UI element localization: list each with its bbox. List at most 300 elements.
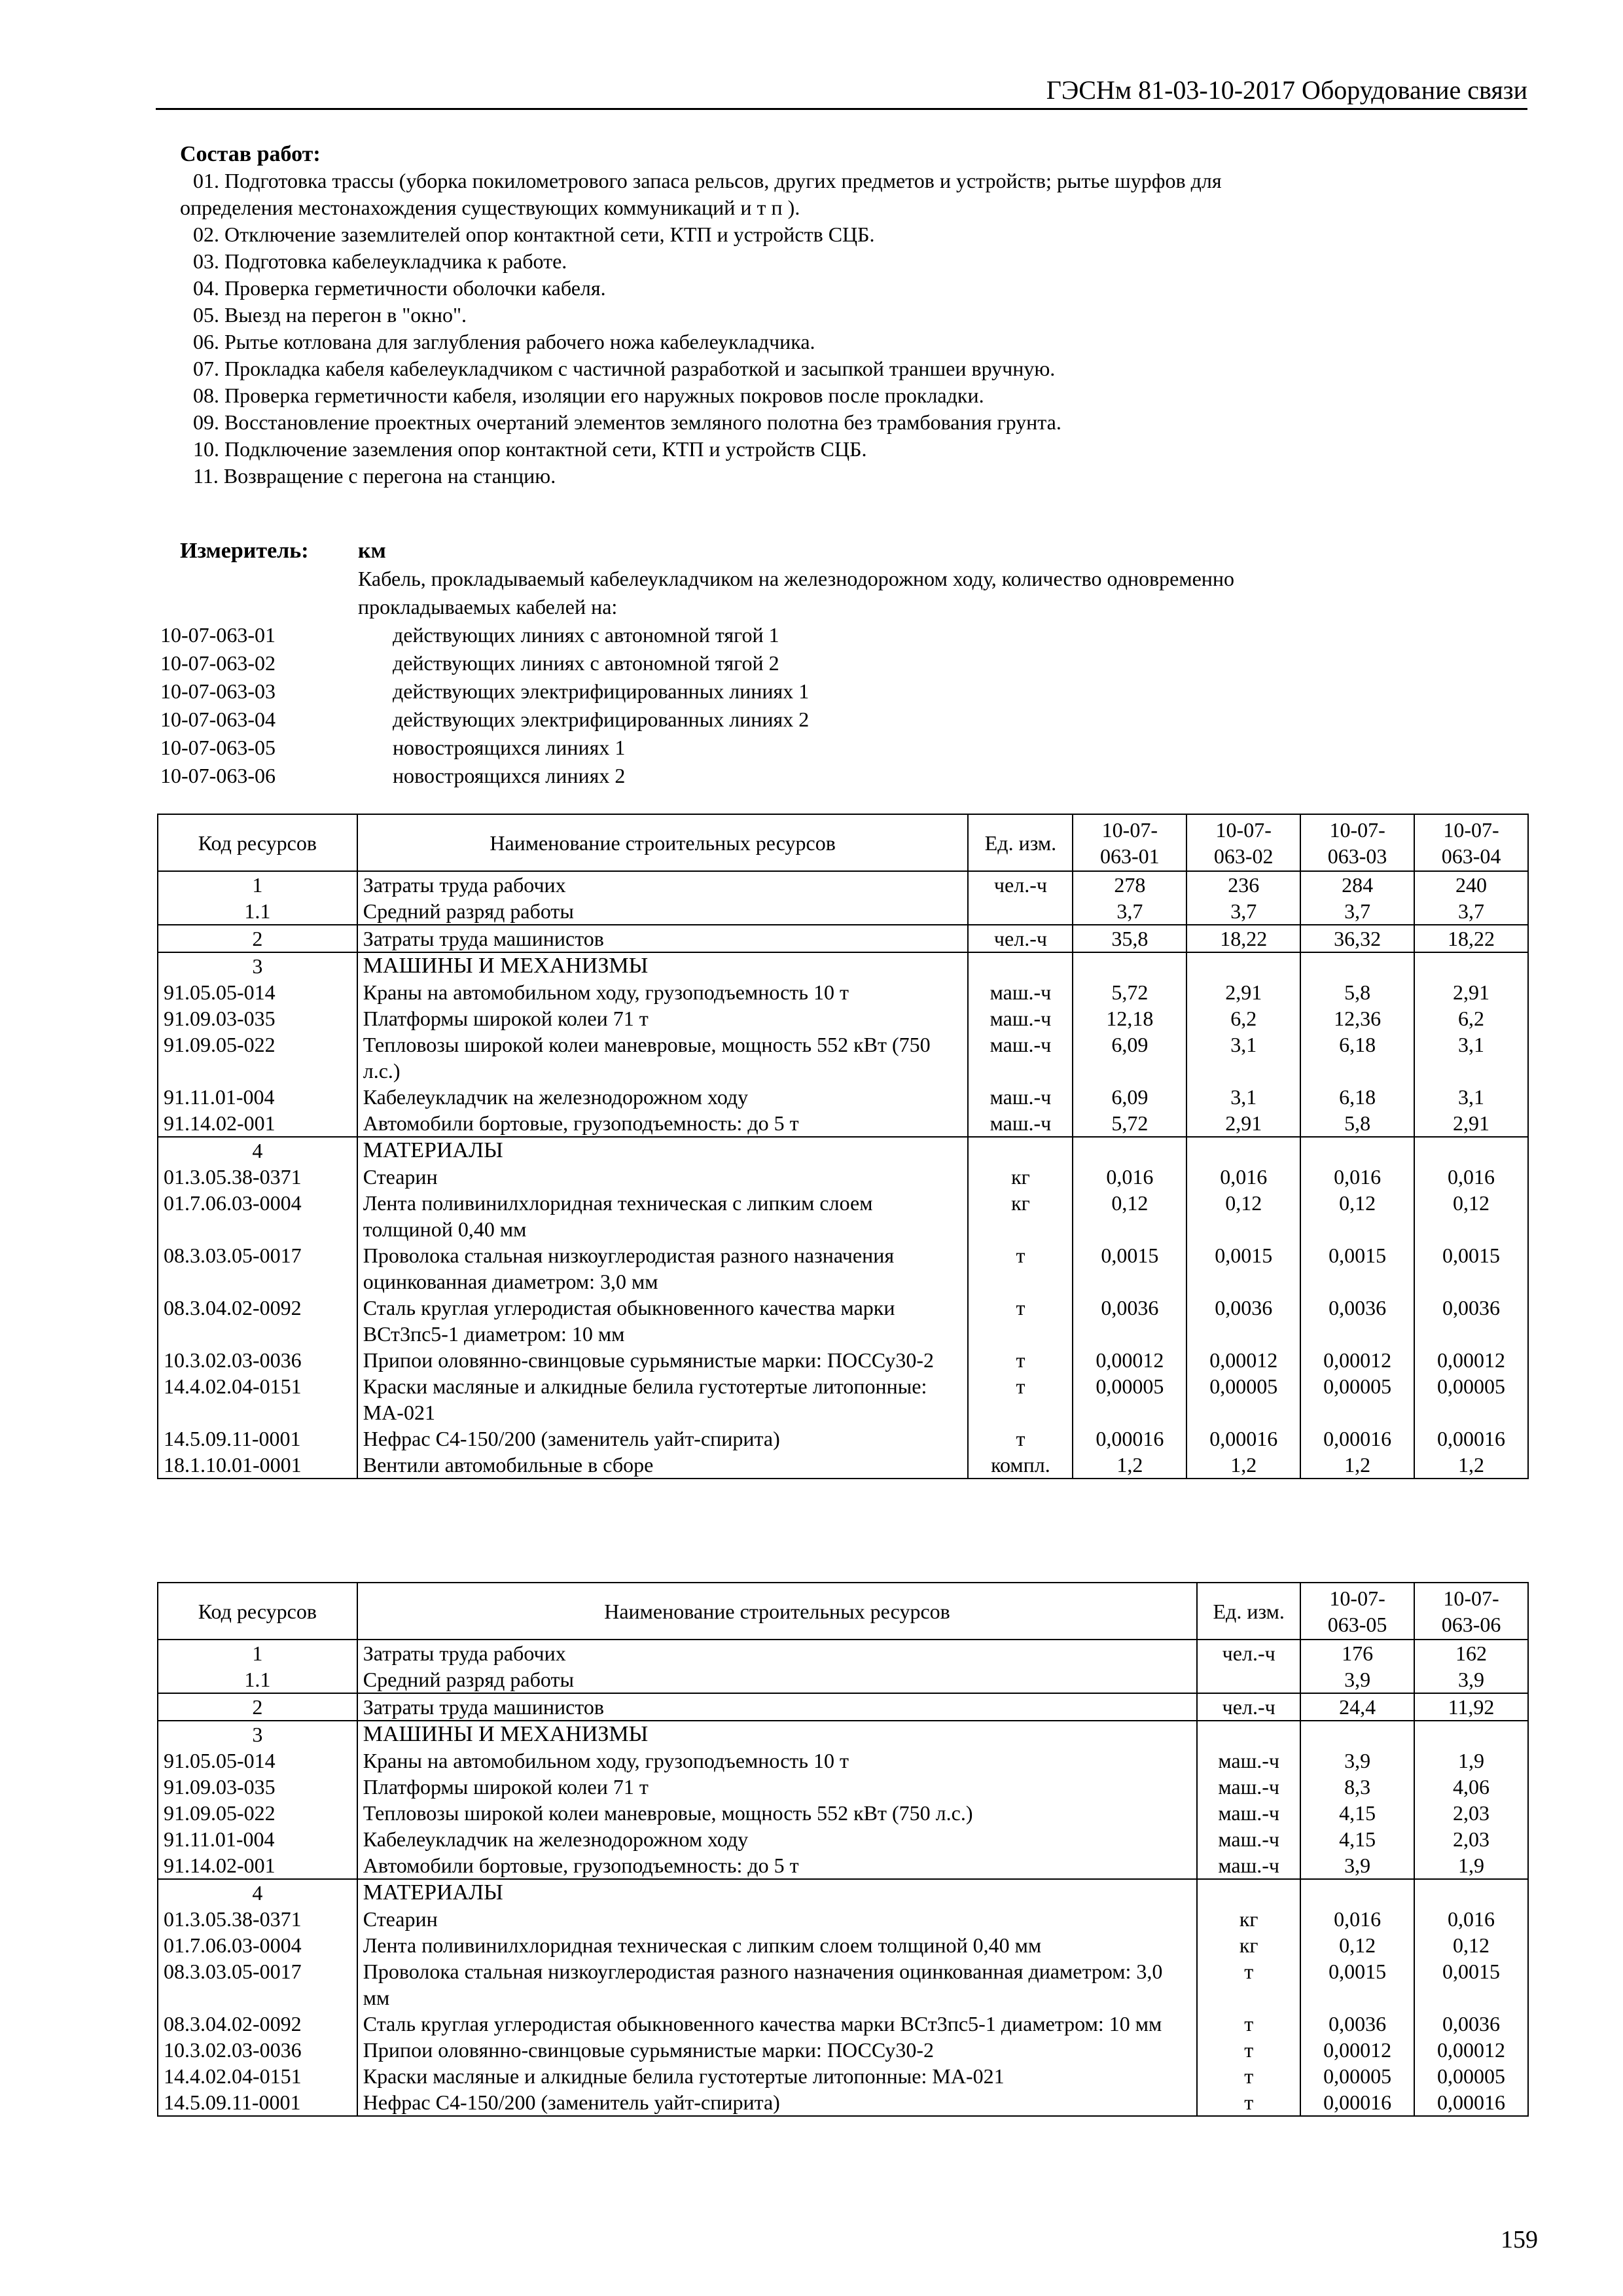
cell-code: 91.14.02-001: [158, 1852, 357, 1879]
table-row: [158, 1932, 1528, 1958]
work-composition: [180, 141, 1463, 490]
cell-name: Краски масляные и алкидные белила густотертые литопонные: МА-021: [357, 2063, 1197, 2089]
resources-table-2: [157, 1582, 1529, 2117]
cell-value: 6,18: [1300, 1084, 1414, 1110]
cell-value: 0,0036: [1186, 1295, 1300, 1347]
cell-unit: [1197, 1666, 1300, 1693]
cell-unit: маш.-ч: [968, 1005, 1073, 1031]
cell-value: [1300, 952, 1414, 979]
table-row: [158, 2063, 1528, 2089]
cell-value: 3,1: [1186, 1084, 1300, 1110]
cell-value: 3,9: [1300, 1666, 1414, 1693]
work-heading: Состав работ:: [180, 142, 321, 166]
cell-unit: т: [968, 1347, 1073, 1373]
cell-unit: маш.-ч: [1197, 1800, 1300, 1826]
cell-value: 18,22: [1186, 925, 1300, 952]
cell-name: Вентили автомобильные в сборе: [357, 1452, 969, 1479]
table-row: [158, 1452, 1528, 1479]
cell-code: 91.09.05-022: [158, 1800, 357, 1826]
cell-code: 91.09.03-035: [158, 1005, 357, 1031]
cell-name: Краны на автомобильном ходу, грузоподъемность 10 т: [357, 979, 969, 1005]
cell-value: 0,00005: [1414, 2063, 1528, 2089]
cell-name: Проволока стальная низкоуглеродистая разного назначения оцинкованная диаметром: 3,0 мм: [357, 1958, 1197, 2011]
cell-name: Автомобили бортовые, грузоподъемность: до 5 т: [357, 1110, 969, 1137]
header-code: Код ресурсов: [158, 814, 357, 871]
cell-unit: чел.-ч: [968, 871, 1073, 898]
cell-value: 6,09: [1073, 1031, 1186, 1084]
cell-name: Платформы широкой колеи 71 т: [357, 1774, 1197, 1800]
table-row: [158, 1347, 1528, 1373]
cell-value: 0,016: [1414, 1906, 1528, 1932]
cell-value: 0,00005: [1186, 1373, 1300, 1426]
variant-row: [160, 734, 1469, 762]
cell-value: 5,72: [1073, 1110, 1186, 1137]
cell-code: 4: [158, 1879, 357, 1906]
table-row: [158, 1084, 1528, 1110]
cell-value: 3,9: [1300, 1748, 1414, 1774]
table-row: [158, 1031, 1528, 1084]
variant-code: 10-07-063-04: [160, 708, 276, 731]
page-header: [156, 69, 1527, 110]
cell-name: Сталь круглая углеродистая обыкновенного качества марки ВСт3пс5-1 диаметром: 10 мм: [357, 1295, 969, 1347]
cell-value: 3,7: [1300, 898, 1414, 925]
cell-unit: кг: [968, 1190, 1073, 1242]
cell-code: 1: [158, 871, 357, 898]
cell-code: 10.3.02.03-0036: [158, 1347, 357, 1373]
cell-code: 14.4.02.04-0151: [158, 1373, 357, 1426]
variant-code: 10-07-063-05: [160, 736, 276, 759]
work-line: 10. Подключение заземления опор контактной сети, КТП и устройств СЦБ.: [193, 437, 867, 461]
cell-value: 2,91: [1186, 979, 1300, 1005]
cell-value: [1414, 1879, 1528, 1906]
variant-row: [160, 621, 1469, 649]
cell-value: 0,12: [1073, 1190, 1186, 1242]
cell-value: 0,00005: [1300, 1373, 1414, 1426]
variant-row: [160, 649, 1469, 677]
cell-name: Стеарин: [357, 1164, 969, 1190]
cell-value: 0,00012: [1414, 1347, 1528, 1373]
cell-name: Краски масляные и алкидные белила густотертые литопонные: МА-021: [357, 1373, 969, 1426]
work-line: 01. Подготовка трассы (уборка покилометрового запаса рельсов, других предметов и устройств; рытье шурфов для: [193, 169, 1222, 192]
cell-unit: т: [1197, 1958, 1300, 2011]
table-row: [158, 1005, 1528, 1031]
cell-unit: маш.-ч: [1197, 1826, 1300, 1852]
cell-value: 162: [1414, 1640, 1528, 1666]
cell-code: 01.7.06.03-0004: [158, 1190, 357, 1242]
cell-name: Затраты труда рабочих: [357, 1640, 1197, 1666]
meter-unit: км: [358, 539, 386, 563]
cell-name: Затраты труда машинистов: [357, 925, 969, 952]
cell-value: 0,0036: [1300, 2011, 1414, 2037]
cell-value: 0,016: [1300, 1906, 1414, 1932]
work-line: 09. Восстановление проектных очертаний элементов земляного полотна без трамбования грунта.: [193, 410, 1061, 434]
cell-name: Затраты труда машинистов: [357, 1693, 1197, 1721]
cell-name: Проволока стальная низкоуглеродистая разного назначения оцинкованная диаметром: 3,0 мм: [357, 1242, 969, 1295]
cell-value: [1414, 1137, 1528, 1164]
cell-value: 236: [1186, 871, 1300, 898]
cell-code: 14.5.09.11-0001: [158, 2089, 357, 2116]
cell-code: 08.3.04.02-0092: [158, 1295, 357, 1347]
cell-value: 24,4: [1300, 1693, 1414, 1721]
cell-code: 08.3.03.05-0017: [158, 1958, 357, 2011]
cell-name: Затраты труда рабочих: [357, 871, 969, 898]
cell-value: 3,1: [1414, 1031, 1528, 1084]
table-row: [158, 1373, 1528, 1426]
cell-unit: [968, 952, 1073, 979]
table-row: [158, 1958, 1528, 2011]
cell-value: [1414, 1721, 1528, 1748]
header-variant: 10-07- 063-06: [1414, 1583, 1528, 1640]
cell-value: 240: [1414, 871, 1528, 898]
cell-name: Лента поливинилхлоридная техническая с липким слоем толщиной 0,40 мм: [357, 1932, 1197, 1958]
cell-value: 6,2: [1186, 1005, 1300, 1031]
table-row: [158, 952, 1528, 979]
cell-unit: чел.-ч: [1197, 1693, 1300, 1721]
cell-code: 91.11.01-004: [158, 1826, 357, 1852]
cell-value: 0,00005: [1414, 1373, 1528, 1426]
cell-unit: маш.-ч: [968, 1031, 1073, 1084]
cell-value: 0,00016: [1073, 1426, 1186, 1452]
cell-value: 0,0036: [1414, 1295, 1528, 1347]
cell-value: 0,12: [1414, 1932, 1528, 1958]
cell-value: 0,00012: [1300, 1347, 1414, 1373]
cell-unit: кг: [968, 1164, 1073, 1190]
cell-value: [1300, 1137, 1414, 1164]
cell-value: 0,00016: [1300, 2089, 1414, 2116]
cell-code: 01.3.05.38-0371: [158, 1164, 357, 1190]
variant-name: действующих линиях с автономной тягой 1: [393, 623, 779, 647]
cell-value: 4,06: [1414, 1774, 1528, 1800]
cell-value: 0,00016: [1414, 1426, 1528, 1452]
cell-value: 0,00016: [1300, 1426, 1414, 1452]
table-row: [158, 1852, 1528, 1879]
cell-unit: т: [1197, 2037, 1300, 2063]
cell-name: Припои оловянно-свинцовые сурьмянистые марки: ПОССу30-2: [357, 2037, 1197, 2063]
cell-value: 2,03: [1414, 1800, 1528, 1826]
cell-value: 0,00016: [1414, 2089, 1528, 2116]
cell-unit: маш.-ч: [968, 979, 1073, 1005]
work-line: 04. Проверка герметичности оболочки кабеля.: [193, 276, 606, 300]
cell-code: 18.1.10.01-0001: [158, 1452, 357, 1479]
cell-unit: т: [968, 1295, 1073, 1347]
cell-code: 1.1: [158, 1666, 357, 1693]
cell-value: [1186, 1137, 1300, 1164]
header-variant: 10-07- 063-03: [1300, 814, 1414, 871]
cell-code: 91.05.05-014: [158, 979, 357, 1005]
header-variant: 10-07- 063-05: [1300, 1583, 1414, 1640]
cell-name: Сталь круглая углеродистая обыкновенного качества марки ВСт3пс5-1 диаметром: 10 мм: [357, 2011, 1197, 2037]
cell-value: 2,91: [1414, 1110, 1528, 1137]
cell-value: 18,22: [1414, 925, 1528, 952]
cell-code: 91.14.02-001: [158, 1110, 357, 1137]
cell-name: Нефрас С4-150/200 (заменитель уайт-спирита): [357, 2089, 1197, 2116]
cell-code: 1: [158, 1640, 357, 1666]
cell-value: 0,016: [1073, 1164, 1186, 1190]
cell-code: 10.3.02.03-0036: [158, 2037, 357, 2063]
cell-unit: т: [968, 1373, 1073, 1426]
cell-value: [1414, 952, 1528, 979]
table-row: [158, 1164, 1528, 1190]
variant-row: [160, 677, 1469, 706]
cell-name: Платформы широкой колеи 71 т: [357, 1005, 969, 1031]
cell-unit: маш.-ч: [1197, 1852, 1300, 1879]
cell-value: 11,92: [1414, 1693, 1528, 1721]
meter-description: Кабель, прокладываемый кабелеукладчиком на железнодорожном ходу, количество одновременно: [358, 567, 1235, 590]
variant-name: действующих электрифицированных линиях 2: [393, 708, 810, 731]
cell-value: 1,2: [1186, 1452, 1300, 1479]
cell-value: 0,00005: [1300, 2063, 1414, 2089]
cell-value: 3,7: [1073, 898, 1186, 925]
header-name: Наименование строительных ресурсов: [357, 814, 969, 871]
cell-value: 0,12: [1414, 1190, 1528, 1242]
table-row: [158, 1826, 1528, 1852]
cell-value: 5,8: [1300, 1110, 1414, 1137]
cell-value: 2,91: [1186, 1110, 1300, 1137]
cell-name: Стеарин: [357, 1906, 1197, 1932]
cell-value: 35,8: [1073, 925, 1186, 952]
header-variant: 10-07- 063-02: [1186, 814, 1300, 871]
cell-value: 0,0015: [1073, 1242, 1186, 1295]
work-line: 02. Отключение заземлителей опор контактной сети, КТП и устройств СЦБ.: [193, 223, 875, 246]
variant-row: [160, 706, 1469, 734]
cell-name: Припои оловянно-свинцовые сурьмянистые марки: ПОССу30-2: [357, 1347, 969, 1373]
header-name: Наименование строительных ресурсов: [357, 1583, 1197, 1640]
cell-code: 1.1: [158, 898, 357, 925]
cell-name: Кабелеукладчик на железнодорожном ходу: [357, 1084, 969, 1110]
table-row: [158, 1190, 1528, 1242]
work-line: 11. Возвращение с перегона на станцию.: [193, 464, 556, 488]
cell-value: 0,0015: [1414, 1242, 1528, 1295]
meter-description: прокладываемых кабелей на:: [358, 595, 618, 619]
cell-value: 0,0015: [1300, 1958, 1414, 2011]
table-row: [158, 898, 1528, 925]
cell-unit: [1197, 1721, 1300, 1748]
cell-value: 3,1: [1414, 1084, 1528, 1110]
cell-code: 91.09.05-022: [158, 1031, 357, 1084]
cell-name: МАТЕРИАЛЫ: [357, 1879, 1197, 1906]
table-row: [158, 979, 1528, 1005]
work-line: 08. Проверка герметичности кабеля, изоляции его наружных покровов после прокладки.: [193, 384, 984, 407]
header-code: Код ресурсов: [158, 1583, 357, 1640]
cell-code: 4: [158, 1137, 357, 1164]
cell-value: 0,0036: [1300, 1295, 1414, 1347]
header-variant: 10-07- 063-04: [1414, 814, 1528, 871]
table-row: [158, 1774, 1528, 1800]
cell-code: 3: [158, 952, 357, 979]
cell-value: 36,32: [1300, 925, 1414, 952]
cell-value: 278: [1073, 871, 1186, 898]
cell-code: 91.11.01-004: [158, 1084, 357, 1110]
cell-name: Тепловозы широкой колеи маневровые, мощность 552 кВт (750 л.с.): [357, 1031, 969, 1084]
cell-code: 2: [158, 1693, 357, 1721]
cell-value: 0,016: [1186, 1164, 1300, 1190]
header-unit: Ед. изм.: [968, 814, 1073, 871]
meter-label: Измеритель:: [180, 539, 309, 563]
cell-code: 14.4.02.04-0151: [158, 2063, 357, 2089]
variant-code: 10-07-063-06: [160, 764, 276, 787]
cell-name: Средний разряд работы: [357, 898, 969, 925]
cell-code: 14.5.09.11-0001: [158, 1426, 357, 1452]
cell-code: 91.05.05-014: [158, 1748, 357, 1774]
table-row: [158, 1666, 1528, 1693]
cell-name: МАШИНЫ И МЕХАНИЗМЫ: [357, 952, 969, 979]
work-line: 06. Рытье котлована для заглубления рабочего ножа кабелеукладчика.: [193, 330, 815, 353]
cell-code: 08.3.03.05-0017: [158, 1242, 357, 1295]
table-row: [158, 1110, 1528, 1137]
table-row: [158, 1721, 1528, 1748]
cell-unit: т: [968, 1426, 1073, 1452]
cell-value: [1300, 1721, 1414, 1748]
cell-unit: т: [1197, 2011, 1300, 2037]
table-row: [158, 1906, 1528, 1932]
cell-unit: т: [1197, 2089, 1300, 2116]
cell-unit: маш.-ч: [1197, 1774, 1300, 1800]
table-row: [158, 1879, 1528, 1906]
table-row: [158, 2037, 1528, 2063]
cell-value: [1073, 952, 1186, 979]
work-line: определения местонахождения существующих коммуникаций и т п ).: [180, 196, 800, 219]
cell-value: 0,00012: [1300, 2037, 1414, 2063]
cell-unit: кг: [1197, 1906, 1300, 1932]
cell-value: 176: [1300, 1640, 1414, 1666]
cell-value: [1300, 1879, 1414, 1906]
cell-value: 5,72: [1073, 979, 1186, 1005]
cell-code: 3: [158, 1721, 357, 1748]
cell-value: 2,03: [1414, 1826, 1528, 1852]
variant-code: 10-07-063-03: [160, 679, 276, 703]
cell-name: Лента поливинилхлоридная техническая с липким слоем толщиной 0,40 мм: [357, 1190, 969, 1242]
cell-unit: чел.-ч: [1197, 1640, 1300, 1666]
variant-name: новостроящихся линиях 2: [393, 764, 626, 787]
cell-value: 6,2: [1414, 1005, 1528, 1031]
cell-value: 0,0036: [1073, 1295, 1186, 1347]
cell-value: 0,016: [1300, 1164, 1414, 1190]
cell-name: МАТЕРИАЛЫ: [357, 1137, 969, 1164]
cell-unit: т: [1197, 2063, 1300, 2089]
cell-unit: [968, 1137, 1073, 1164]
cell-unit: [968, 898, 1073, 925]
cell-value: 0,016: [1414, 1164, 1528, 1190]
work-line: 07. Прокладка кабеля кабелеукладчиком с частичной разработкой и засыпкой траншеи вручную.: [193, 357, 1056, 380]
cell-name: Средний разряд работы: [357, 1666, 1197, 1693]
cell-value: 3,9: [1414, 1666, 1528, 1693]
variant-code: 10-07-063-01: [160, 623, 276, 647]
cell-value: [1073, 1137, 1186, 1164]
resources-table-1: [157, 814, 1529, 1479]
cell-value: 0,00012: [1073, 1347, 1186, 1373]
table-row: [158, 1426, 1528, 1452]
cell-value: [1186, 952, 1300, 979]
cell-value: 0,0015: [1300, 1242, 1414, 1295]
cell-value: 1,2: [1073, 1452, 1186, 1479]
cell-value: 0,00012: [1186, 1347, 1300, 1373]
cell-value: 3,7: [1186, 898, 1300, 925]
cell-value: 0,00012: [1414, 2037, 1528, 2063]
cell-name: МАШИНЫ И МЕХАНИЗМЫ: [357, 1721, 1197, 1748]
cell-unit: чел.-ч: [968, 925, 1073, 952]
table-row: [158, 925, 1528, 952]
cell-code: 01.7.06.03-0004: [158, 1932, 357, 1958]
cell-unit: компл.: [968, 1452, 1073, 1479]
cell-unit: маш.-ч: [968, 1110, 1073, 1137]
cell-value: 1,2: [1414, 1452, 1528, 1479]
cell-value: 0,00005: [1073, 1373, 1186, 1426]
cell-name: Краны на автомобильном ходу, грузоподъемность 10 т: [357, 1748, 1197, 1774]
cell-name: Кабелеукладчик на железнодорожном ходу: [357, 1826, 1197, 1852]
cell-value: 0,0036: [1414, 2011, 1528, 2037]
cell-value: 3,1: [1186, 1031, 1300, 1084]
table-row: [158, 2089, 1528, 2116]
cell-value: 0,12: [1300, 1932, 1414, 1958]
cell-value: 5,8: [1300, 979, 1414, 1005]
cell-value: 0,00016: [1186, 1426, 1300, 1452]
cell-unit: [1197, 1879, 1300, 1906]
cell-unit: т: [968, 1242, 1073, 1295]
cell-value: 6,18: [1300, 1031, 1414, 1084]
cell-value: 4,15: [1300, 1800, 1414, 1826]
table-row: [158, 1137, 1528, 1164]
table-row: [158, 1693, 1528, 1721]
page-number: 159: [1501, 2226, 1538, 2253]
document-title: ГЭСНм 81-03-10-2017 Оборудование связи: [1046, 75, 1527, 105]
work-line: 03. Подготовка кабелеукладчика к работе.: [193, 249, 567, 273]
variant-name: действующих электрифицированных линиях 1: [393, 679, 810, 703]
cell-value: 3,9: [1300, 1852, 1414, 1879]
variant-name: действующих линиях с автономной тягой 2: [393, 651, 779, 675]
cell-value: 4,15: [1300, 1826, 1414, 1852]
cell-value: 0,0015: [1186, 1242, 1300, 1295]
variant-code: 10-07-063-02: [160, 651, 276, 675]
table-row: [158, 2011, 1528, 2037]
cell-name: Автомобили бортовые, грузоподъемность: до 5 т: [357, 1852, 1197, 1879]
cell-value: 0,0015: [1414, 1958, 1528, 2011]
cell-value: 1,9: [1414, 1852, 1528, 1879]
table-row: [158, 1242, 1528, 1295]
cell-value: 0,12: [1186, 1190, 1300, 1242]
cell-code: 91.09.03-035: [158, 1774, 357, 1800]
work-line: 05. Выезд на перегон в "окно".: [193, 303, 467, 327]
variant-row: [160, 762, 1469, 790]
table-row: [158, 1800, 1528, 1826]
cell-value: 2,91: [1414, 979, 1528, 1005]
table-row: [158, 871, 1528, 898]
cell-value: 1,2: [1300, 1452, 1414, 1479]
table-row: [158, 1748, 1528, 1774]
cell-value: 12,18: [1073, 1005, 1186, 1031]
table-row: [158, 1295, 1528, 1347]
cell-code: 01.3.05.38-0371: [158, 1906, 357, 1932]
cell-value: 1,9: [1414, 1748, 1528, 1774]
cell-value: 3,7: [1414, 898, 1528, 925]
table-row: [158, 1640, 1528, 1666]
header-unit: Ед. изм.: [1197, 1583, 1300, 1640]
cell-unit: маш.-ч: [1197, 1748, 1300, 1774]
cell-unit: маш.-ч: [968, 1084, 1073, 1110]
meter-section: [160, 537, 1469, 790]
cell-value: 8,3: [1300, 1774, 1414, 1800]
cell-name: Тепловозы широкой колеи маневровые, мощность 552 кВт (750 л.с.): [357, 1800, 1197, 1826]
cell-value: 284: [1300, 871, 1414, 898]
header-variant: 10-07- 063-01: [1073, 814, 1186, 871]
cell-value: 0,12: [1300, 1190, 1414, 1242]
cell-value: 6,09: [1073, 1084, 1186, 1110]
cell-name: Нефрас С4-150/200 (заменитель уайт-спирита): [357, 1426, 969, 1452]
variant-name: новостроящихся линиях 1: [393, 736, 626, 759]
cell-unit: кг: [1197, 1932, 1300, 1958]
cell-code: 2: [158, 925, 357, 952]
cell-value: 12,36: [1300, 1005, 1414, 1031]
cell-code: 08.3.04.02-0092: [158, 2011, 357, 2037]
